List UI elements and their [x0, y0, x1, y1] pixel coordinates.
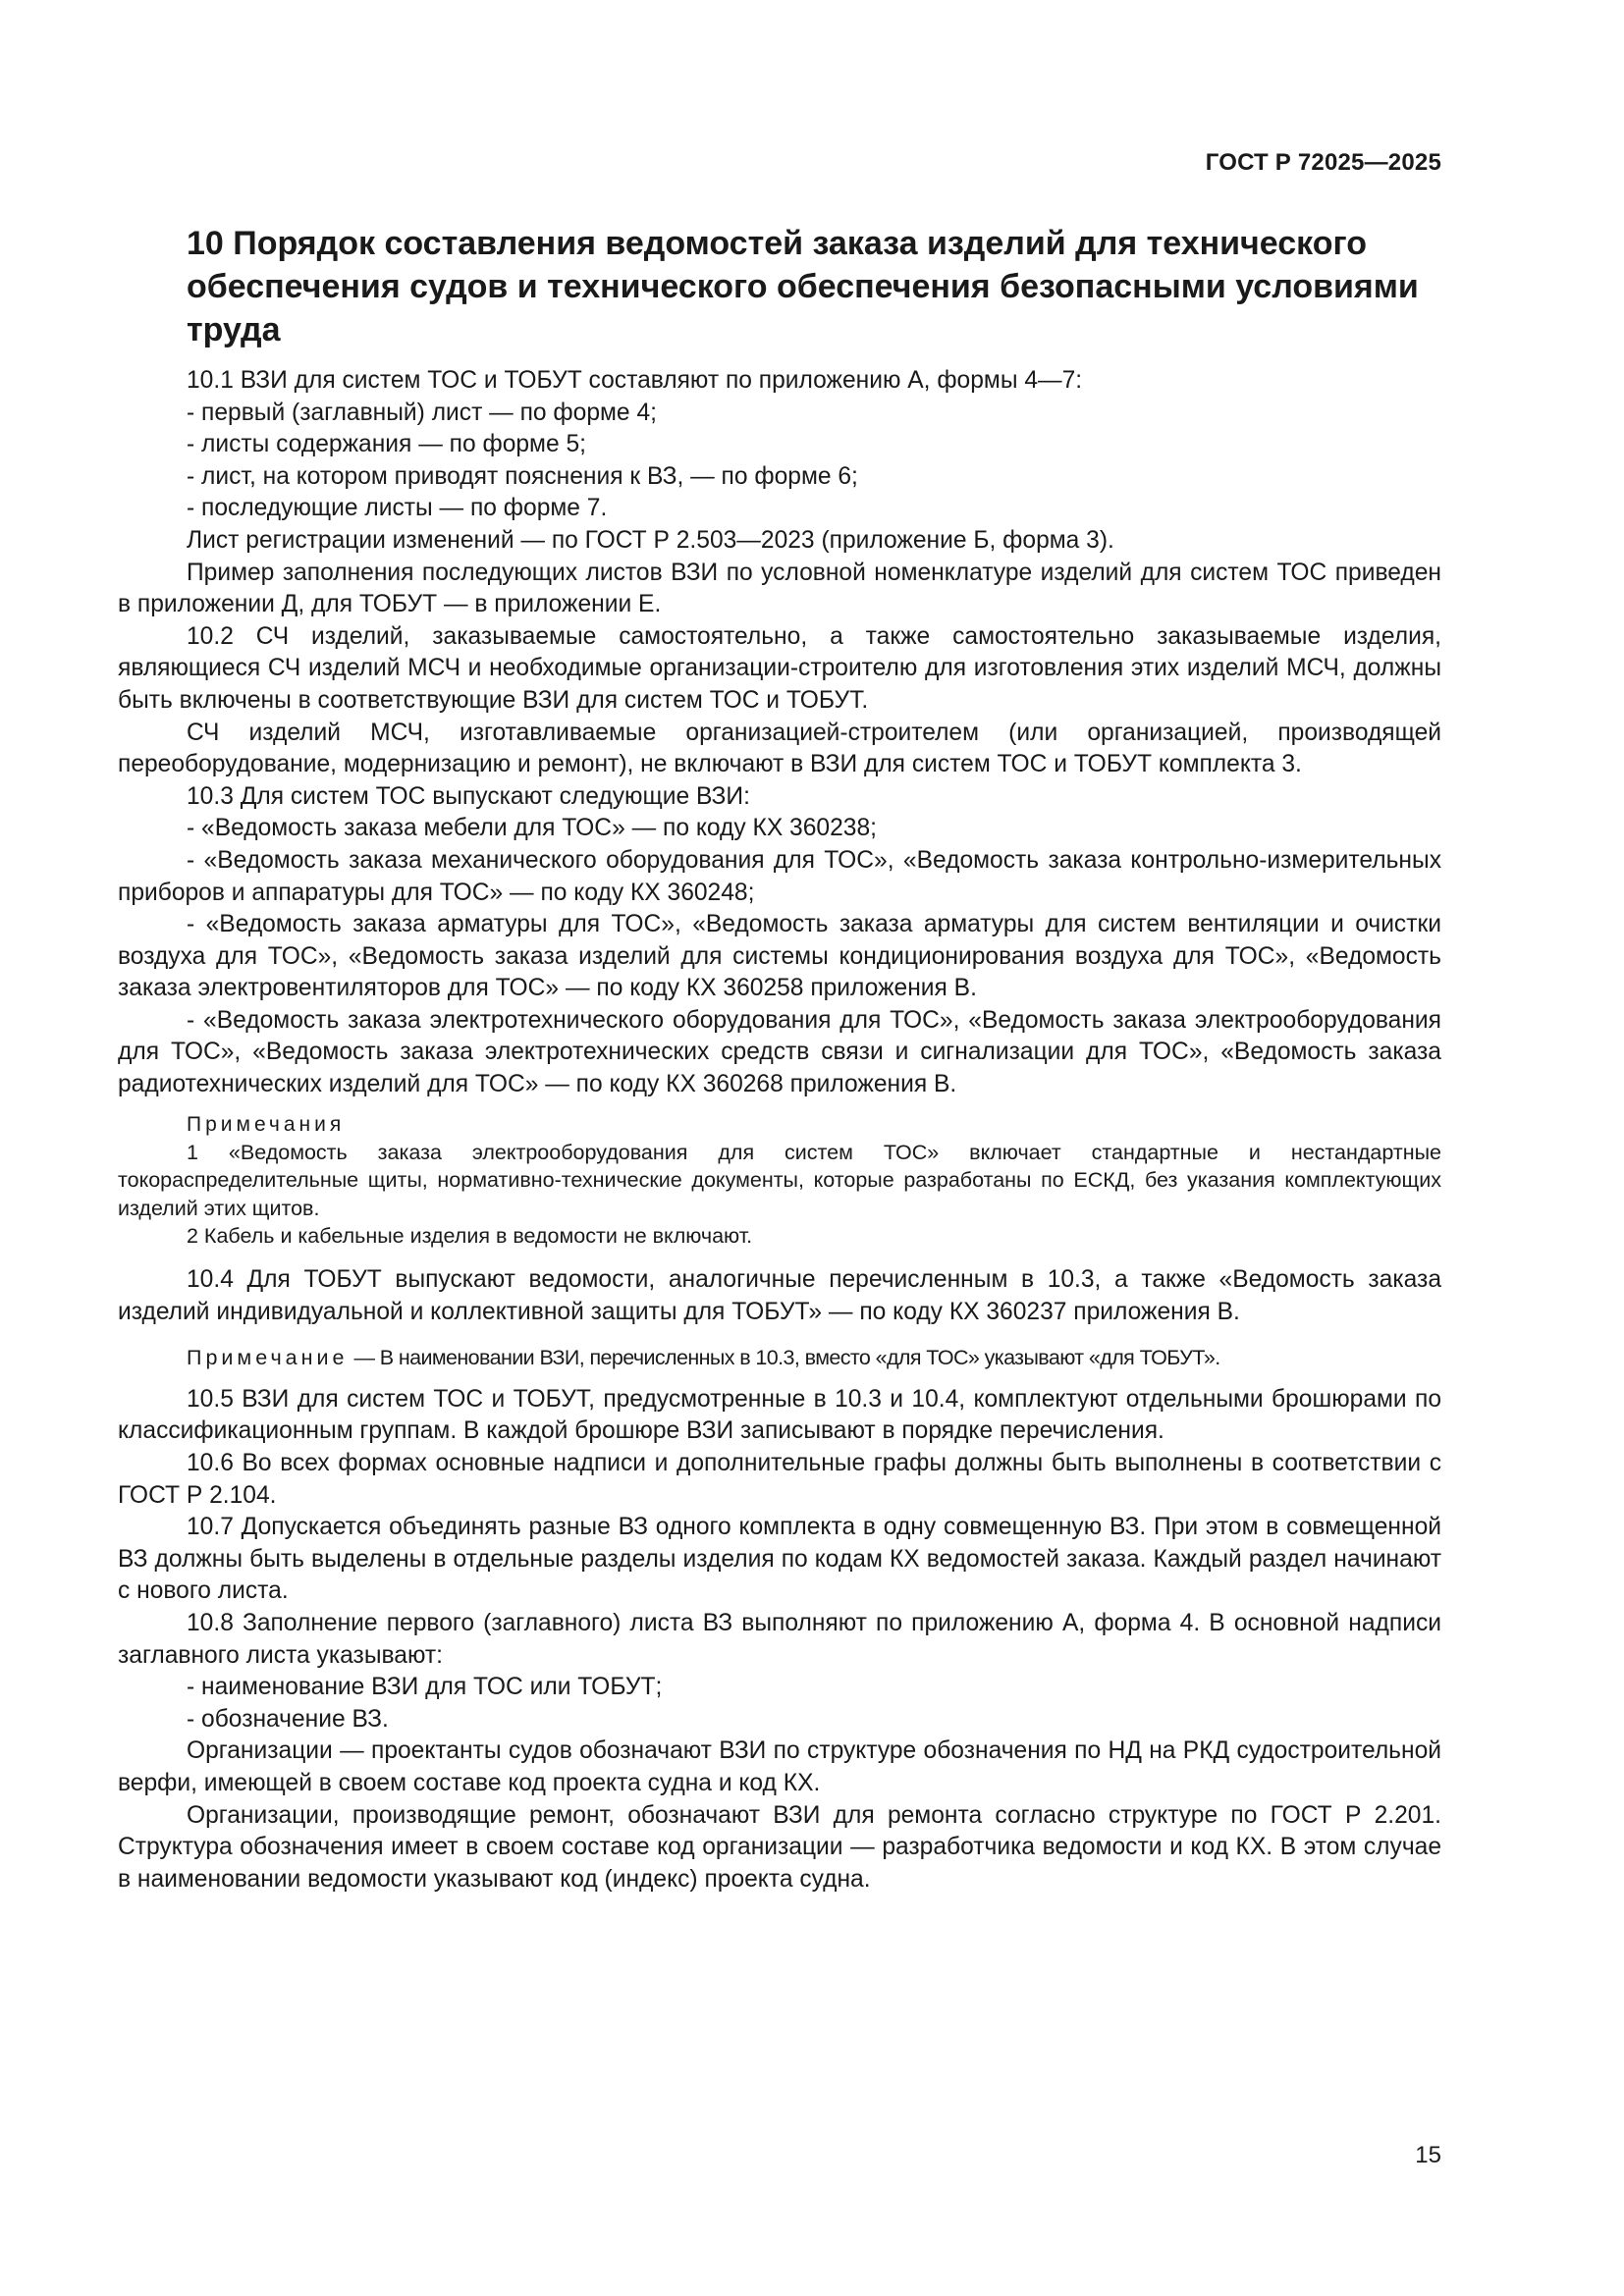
paragraph: Лист регистрации изменений — по ГОСТ Р 2.503—2023 (приложение Б, форма 3).: [187, 526, 1114, 554]
paragraph: 10.4 Для ТОБУТ выпускают ведомости, аналогичные перечисленным в 10.3, а также «Ведомость заказа изделий индивидуальной и коллективной защиты для ТОБУТ» — по коду КХ 360237 приложения В.: [118, 1266, 1441, 1325]
paragraph: Пример заполнения последующих листов ВЗИ по условной номенклатуре изделий для систем ТОС приведен в приложении Д, для ТОБУТ — в приложении Е.: [118, 559, 1441, 618]
list-item: - последующие листы — по форме 7.: [187, 495, 608, 522]
note-text: — В наименовании ВЗИ, перечисленных в 10.3, вместо «для ТОС» указывают «для ТОБУТ».: [353, 1346, 1220, 1370]
list-item: - листы содержания — по форме 5;: [187, 431, 586, 458]
list-item: - «Ведомость заказа арматуры для ТОС», «Ведомость заказа арматуры для систем вентиляции и очистки воздуха для ТОС», «Ведомость заказа изделий для системы кондиционирования воздуха для ТОС», «Ведомость заказа электровентиляторов для ТОС» — по коду КХ 360258 приложения В.: [118, 911, 1441, 1002]
list-item: - «Ведомость заказа мебели для ТОС» — по коду КХ 360238;: [187, 815, 877, 842]
paragraph: 10.3 Для систем ТОС выпускают следующие ВЗИ:: [187, 782, 750, 810]
list-item: - «Ведомость заказа механического оборудования для ТОС», «Ведомость заказа контрольно-измерительных приборов и аппаратуры для ТОС» — по коду КХ 360248;: [118, 846, 1441, 906]
note-item: 1 «Ведомость заказа электрооборудования для систем ТОС» включает стандартные и нестандартные токораспределительные щиты, нормативно-технические документы, которые разработаны по ЕСКД, без указания комплектующих изделий этих щитов.: [118, 1140, 1441, 1220]
page-content: [118, 222, 1441, 1896]
standard-designation: ГОСТ Р 72025—2025: [1205, 149, 1441, 176]
note-item: 2 Кабель и кабельные изделия в ведомости не включают.: [187, 1224, 753, 1249]
paragraph: Организации, производящие ремонт, обозначают ВЗИ для ремонта согласно структуре по ГОСТ Р 2.201. Структура обозначения имеет в своем составе код организации — разработчика ведомости и код КХ. В этом случае в наименовании ведомости указывают код (индекс) проекта судна.: [118, 1801, 1441, 1893]
list-item: - лист, на котором приводят пояснения к ВЗ, — по форме 6;: [187, 462, 858, 490]
notes-label: Примечания: [187, 1112, 346, 1136]
list-item: - наименование ВЗИ для ТОС или ТОБУТ;: [187, 1674, 663, 1701]
paragraph: 10.5 ВЗИ для систем ТОС и ТОБУТ, предусмотренные в 10.3 и 10.4, комплектуют отдельными брошюрами по классификационным группам. В каждой брошюре ВЗИ записывают в порядке перечисления.: [118, 1385, 1441, 1445]
note-label: Примечание: [187, 1346, 349, 1370]
page-number: 15: [1415, 2142, 1441, 2168]
section-title: 10 Порядок составления ведомостей заказа изделий для технического обеспечения судов и технического обеспечения безопасными условиями труда: [187, 225, 1419, 348]
list-item: - «Ведомость заказа электротехнического оборудования для ТОС», «Ведомость заказа электрооборудования для ТОС», «Ведомость заказа электротехнических средств связи и сигнализации для ТОС», «Ведомость заказа радиотехнических изделий для ТОС» — по коду КХ 360268 приложения В.: [118, 1006, 1441, 1098]
paragraph: 10.1 ВЗИ для систем ТОС и ТОБУТ составляют по приложению А, формы 4—7:: [187, 367, 1083, 394]
list-item: - первый (заглавный) лист — по форме 4;: [187, 399, 657, 426]
paragraph: 10.6 Во всех формах основные надписи и дополнительные графы должны быть выполнены в соответствии с ГОСТ Р 2.104.: [118, 1450, 1441, 1509]
paragraph: 10.8 Заполнение первого (заглавного) листа ВЗ выполняют по приложению А, форма 4. В основной надписи заглавного листа указывают:: [118, 1609, 1441, 1669]
paragraph: Организации — проектанты судов обозначают ВЗИ по структуре обозначения по НД на РКД судостроительной верфи, имеющей в своем составе код проекта судна и код КХ.: [118, 1737, 1441, 1796]
paragraph: 10.7 Допускается объединять разные ВЗ одного комплекта в одну совмещенную ВЗ. При этом в совмещенной ВЗ должны быть выделены в отдельные разделы изделия по кодам КХ ведомостей заказа. Каждый раздел начинают с нового листа.: [118, 1514, 1441, 1605]
paragraph: 10.2 СЧ изделий, заказываемые самостоятельно, а также самостоятельно заказываемые изделия, являющиеся СЧ изделий МСЧ и необходимые организации-строителю для изготовления этих изделий МСЧ, должны быть включены в соответствующие ВЗИ для систем ТОС и ТОБУТ.: [118, 622, 1441, 714]
paragraph: СЧ изделий МСЧ, изготавливаемые организацией-строителем (или организацией, производящей переоборудование, модернизацию и ремонт), не включают в ВЗИ для систем ТОС и ТОБУТ комплекта 3.: [118, 719, 1441, 778]
single-note: [118, 1344, 1441, 1372]
list-item: - обозначение ВЗ.: [187, 1705, 389, 1733]
